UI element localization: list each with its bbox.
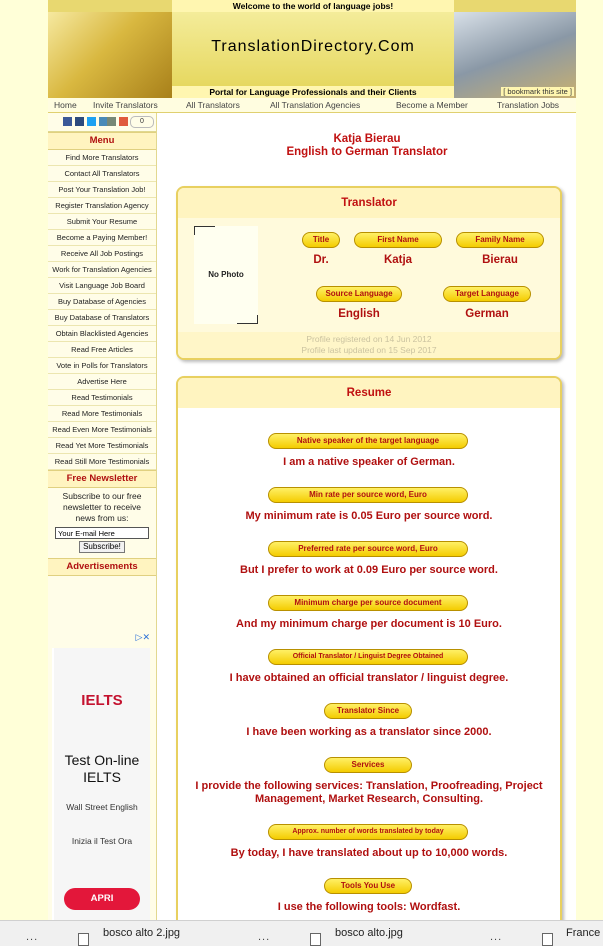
download-item[interactable]: bosco alto 2.jpg xyxy=(103,927,181,939)
share-count: 0 xyxy=(130,116,154,128)
menu-item[interactable]: Vote in Polls for Translators xyxy=(48,358,156,374)
ad-banner[interactable] xyxy=(52,632,150,920)
translator-panel xyxy=(176,186,562,360)
ad-close-icon[interactable]: ▷✕ xyxy=(135,632,150,642)
menu-item[interactable]: Contact All Translators xyxy=(48,166,156,182)
nav-home[interactable]: Home xyxy=(54,100,77,110)
menu-item[interactable]: Read Yet More Testimonials xyxy=(48,438,156,454)
page xyxy=(48,0,576,920)
resume-panel xyxy=(176,376,562,920)
menu-item[interactable]: Read More Testimonials xyxy=(48,406,156,422)
header-image-right xyxy=(454,12,576,98)
nav-translation-jobs[interactable]: Translation Jobs xyxy=(497,100,560,110)
resume-text-min-rate: My minimum rate is 0.05 Euro per source word. xyxy=(245,510,493,522)
resume-label-min-rate: Min rate per source word, Euro xyxy=(268,487,468,503)
menu-item[interactable]: Buy Database of Translators xyxy=(48,310,156,326)
newsletter-heading: Free Newsletter xyxy=(48,470,156,488)
sidebar xyxy=(48,113,157,920)
resume-text-degree: I have obtained an official translator / linguist degree. xyxy=(229,672,509,684)
resume-label-degree: Official Translator / Linguist Degree Obtained xyxy=(268,649,468,665)
ad-brand-logo: IELTS xyxy=(81,692,123,709)
menu-item[interactable]: Submit Your Resume xyxy=(48,214,156,230)
menu-item[interactable]: Post Your Translation Job! xyxy=(48,182,156,198)
menu-list xyxy=(48,150,156,470)
translator-panel-title: Translator xyxy=(178,188,560,218)
email-share-icon[interactable] xyxy=(107,117,116,126)
site-header xyxy=(48,0,576,98)
resume-title: Resume xyxy=(178,378,560,408)
top-nav xyxy=(48,98,576,113)
family-name-label: Family Name xyxy=(456,232,544,248)
resume-label-native: Native speaker of the target language xyxy=(268,433,468,449)
resume-label-services: Services xyxy=(324,757,412,773)
more-icon[interactable]: ... xyxy=(26,931,39,943)
ad-content xyxy=(54,648,150,920)
ads-heading: Advertisements xyxy=(48,558,156,576)
menu-item[interactable]: Obtain Blacklisted Agencies xyxy=(48,326,156,342)
nav-invite-translators[interactable]: Invite Translators xyxy=(93,100,158,110)
download-item[interactable]: bosco alto.jpg xyxy=(335,927,403,939)
twitter-icon[interactable] xyxy=(87,117,96,126)
resume-text-native: I am a native speaker of German. xyxy=(283,456,455,468)
menu-item[interactable]: Visit Language Job Board xyxy=(48,278,156,294)
resume-label-min-charge: Minimum charge per source document xyxy=(268,595,468,611)
download-bar xyxy=(0,920,603,946)
menu-item[interactable]: Work for Translation Agencies xyxy=(48,262,156,278)
share-plus-icon[interactable] xyxy=(119,117,128,126)
source-language-label: Source Language xyxy=(316,286,402,302)
email-field[interactable] xyxy=(55,527,149,539)
myspace-icon[interactable] xyxy=(75,117,84,126)
resume-text-services: I provide the following services: Translation, Proofreading, Project Management, Market Research, Consulting. xyxy=(195,780,543,805)
site-logo-title[interactable]: TranslationDirectory.Com xyxy=(211,38,415,55)
menu-item[interactable]: Find More Translators xyxy=(48,150,156,166)
file-icon xyxy=(78,933,89,946)
first-name-value: Katja xyxy=(383,254,413,266)
resume-text-preferred-rate: But I prefer to work at 0.09 Euro per source word. xyxy=(240,564,498,576)
resume-label-preferred-rate: Preferred rate per source word, Euro xyxy=(268,541,468,557)
portal-tagline: Portal for Language Professionals and their Clients xyxy=(172,86,454,98)
translator-subtitle: English to German Translator xyxy=(286,146,448,158)
file-icon xyxy=(310,933,321,946)
ad-advertiser: Wall Street English xyxy=(66,802,138,812)
ad-cta-text: Inizia il Test Ora xyxy=(71,836,133,846)
more-icon[interactable]: ... xyxy=(258,931,271,943)
profile-heading xyxy=(158,133,576,159)
resume-label-since: Translator Since xyxy=(324,703,412,719)
nav-all-agencies[interactable]: All Translation Agencies xyxy=(270,100,361,110)
profile-registered: Profile registered on 14 Jun 2012 xyxy=(306,334,432,344)
translator-name: Katja Bierau xyxy=(333,133,401,145)
share-bar xyxy=(48,113,156,132)
welcome-text: Welcome to the world of language jobs! xyxy=(172,0,454,12)
menu-heading: Menu xyxy=(48,132,156,150)
menu-item[interactable]: Advertise Here xyxy=(48,374,156,390)
menu-item[interactable]: Become a Paying Member! xyxy=(48,230,156,246)
newsletter-form xyxy=(48,488,156,556)
profile-photo: No Photo xyxy=(194,226,258,324)
profile-dates xyxy=(178,332,560,358)
menu-item[interactable]: Register Translation Agency xyxy=(48,198,156,214)
menu-item[interactable]: Buy Database of Agencies xyxy=(48,294,156,310)
file-icon xyxy=(542,933,553,946)
target-language-label: Target Language xyxy=(443,286,531,302)
nav-all-translators[interactable]: All Translators xyxy=(186,100,240,110)
resume-text-min-charge: And my minimum charge per document is 10 Euro. xyxy=(236,618,502,630)
ad-headline: Test On-line IELTS xyxy=(64,752,140,785)
menu-item[interactable]: Read Still More Testimonials xyxy=(48,454,156,470)
newsletter-text: Subscribe to our free newsletter to receive news from us: xyxy=(62,491,142,523)
menu-item[interactable]: Receive All Job Postings xyxy=(48,246,156,262)
profile-updated: Profile last updated on 15 Sep 2017 xyxy=(301,345,437,355)
menu-item[interactable]: Read Testimonials xyxy=(48,390,156,406)
menu-item[interactable]: Read Free Articles xyxy=(48,342,156,358)
main-content xyxy=(158,113,576,920)
menu-item[interactable]: Read Even More Testimonials xyxy=(48,422,156,438)
target-language-value: German xyxy=(465,308,509,320)
facebook-icon[interactable] xyxy=(63,117,72,126)
subscribe-button[interactable]: Subscribe! xyxy=(79,541,125,553)
resume-label-tools: Tools You Use xyxy=(324,878,412,894)
ad-open-button[interactable]: APRI xyxy=(64,888,140,910)
bookmark-link[interactable]: [ bookmark this site ] xyxy=(503,87,572,96)
title-label: Title xyxy=(302,232,340,248)
header-image-left xyxy=(48,12,172,98)
source-language-value: English xyxy=(338,308,380,320)
first-name-label: First Name xyxy=(354,232,442,248)
more-icon[interactable]: ... xyxy=(490,931,503,943)
title-value: Dr. xyxy=(313,254,329,266)
family-name-value: Bierau xyxy=(482,254,518,266)
resume-label-words: Approx. number of words translated by today xyxy=(268,824,468,840)
download-item[interactable]: France xyxy=(566,927,601,939)
resume-text-tools: I use the following tools: Wordfast. xyxy=(277,901,461,913)
resume-text-since: I have been working as a translator since 2000. xyxy=(246,726,492,738)
resume-text-words: By today, I have translated about up to 10,000 words. xyxy=(230,847,508,859)
nav-become-member[interactable]: Become a Member xyxy=(396,100,468,110)
